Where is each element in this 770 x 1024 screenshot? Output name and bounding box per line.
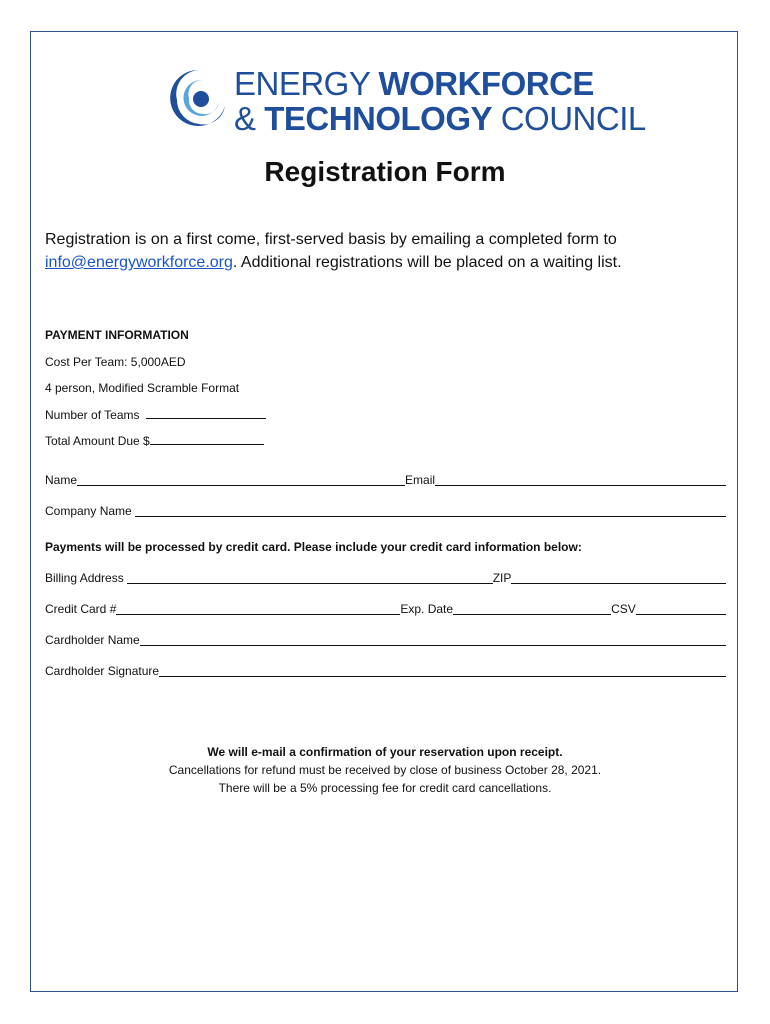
council-logo [165,66,645,138]
fee-note: There will be a 5% processing fee for credit card cancellations. [218,781,552,795]
csv-field[interactable] [636,602,726,615]
name-email-row: Name Email [45,472,726,488]
number-of-teams-row: Number of Teams [45,406,266,423]
confirmation-note: We will e-mail a confirmation of your reservation upon receipt. [207,745,563,759]
cardholder-name-row: Cardholder Name [45,632,726,648]
signature-row: Cardholder Signature [45,663,726,679]
intro-paragraph: Registration is on a first come, first-served basis by emailing a completed form to info@energyworkforce.org. Additional registrations will be placed on a waiting list. [45,231,622,271]
logo-text-line1: ENERGY WORKFORCE [234,65,594,102]
cost-per-team: Cost Per Team: 5,000AED [45,355,186,369]
credit-card-notice: Payments will be processed by credit card. Please include your credit card information below: [45,540,582,554]
cancellation-note: Cancellations for refund must be received by close of business October 28, 2021. [168,763,602,777]
form-title: Registration Form [264,156,506,187]
name-field[interactable] [77,473,405,486]
email-link[interactable]: info@energyworkforce.org [45,254,233,271]
company-name-field[interactable] [135,504,726,517]
billing-address-field[interactable] [127,571,493,584]
cardholder-name-field[interactable] [140,633,726,646]
total-amount-field[interactable] [150,432,264,445]
zip-field[interactable] [511,571,726,584]
format-text: 4 person, Modified Scramble Format [45,381,240,395]
payment-heading: PAYMENT INFORMATION [45,328,189,342]
credit-card-row: Credit Card # Exp. Date CSV [45,601,726,617]
credit-card-field[interactable] [116,602,400,615]
billing-row: Billing Address ZIP [45,570,726,586]
swirl-logo-icon [165,66,229,132]
company-row: Company Name [45,503,726,519]
signature-field[interactable] [159,664,726,677]
email-field[interactable] [435,473,726,486]
number-of-teams-field[interactable] [146,406,266,419]
total-amount-row: Total Amount Due $ [45,432,264,449]
logo-text-line2: & TECHNOLOGY COUNCIL [234,100,646,137]
exp-date-field[interactable] [453,602,611,615]
